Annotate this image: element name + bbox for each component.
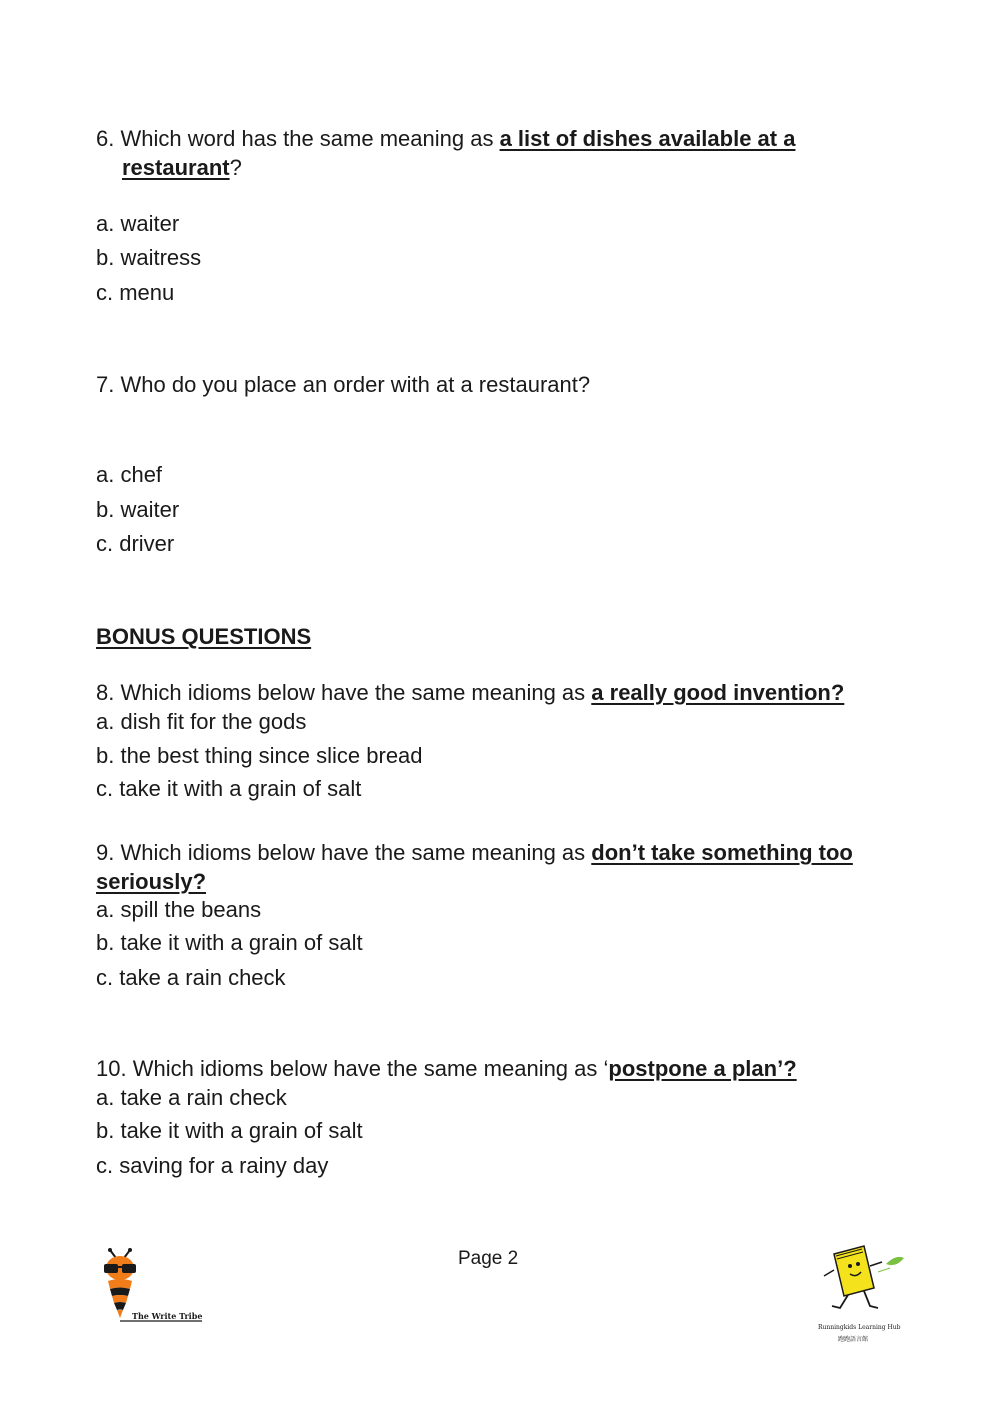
logo-left-caption: The Write Tribe xyxy=(132,1311,203,1321)
question-emphasis: seriously? xyxy=(96,869,207,894)
question-9-line-2 xyxy=(96,868,206,896)
option-8b: b. the best thing since slice bread xyxy=(96,743,423,768)
question-6-line-2 xyxy=(122,154,242,182)
option-6a: a. waiter xyxy=(96,211,180,236)
page-number: Page 2 xyxy=(458,1248,519,1269)
question-text: ? xyxy=(229,155,242,180)
question-emphasis: don’t take something too xyxy=(591,840,853,865)
option-10b: b. take it with a grain of salt xyxy=(96,1118,363,1143)
question-text: Who do you place an order with at a restaurant? xyxy=(120,372,591,397)
option-10c: c. saving for a rainy day xyxy=(96,1153,329,1178)
question-emphasis: postpone a plan’? xyxy=(608,1056,797,1081)
option-8c: c. take it with a grain of salt xyxy=(96,776,362,801)
logo-right-subcaption: 跑跑語言館 xyxy=(838,1336,869,1343)
question-text: Which word has the same meaning as xyxy=(120,126,500,151)
option-6b: b. waitress xyxy=(96,245,202,270)
question-number: 8. xyxy=(96,680,115,705)
question-text: Which idioms below have the same meaning as xyxy=(120,680,592,705)
runningkids-logo xyxy=(812,1242,908,1346)
question-emphasis: a really good invention? xyxy=(591,680,845,705)
section-heading: BONUS QUESTIONS xyxy=(96,624,312,649)
option-6c: c. menu xyxy=(96,280,175,305)
question-8 xyxy=(96,679,844,707)
question-7 xyxy=(96,371,590,399)
question-number: 6. xyxy=(96,126,115,151)
question-6-line-1 xyxy=(96,125,795,153)
option-7a: a. chef xyxy=(96,462,163,487)
option-9b: b. take it with a grain of salt xyxy=(96,930,363,955)
question-number: 10. xyxy=(96,1056,127,1081)
option-9a: a. spill the beans xyxy=(96,897,262,922)
question-text: Which idioms below have the same meaning as xyxy=(120,840,592,865)
option-7c: c. driver xyxy=(96,531,175,556)
write-tribe-logo xyxy=(96,1248,208,1328)
logo-right-caption: Runningkids Learning Hub xyxy=(818,1324,901,1331)
question-10 xyxy=(96,1055,797,1083)
question-number: 9. xyxy=(96,840,115,865)
question-9-line-1 xyxy=(96,839,853,867)
option-7b: b. waiter xyxy=(96,497,180,522)
option-9c: c. take a rain check xyxy=(96,965,286,990)
question-emphasis: restaurant xyxy=(122,155,230,180)
question-text: Which idioms below have the same meaning as ‘ xyxy=(132,1056,609,1081)
running-book-icon xyxy=(812,1242,908,1322)
question-number: 7. xyxy=(96,372,115,397)
option-8a: a. dish fit for the gods xyxy=(96,709,307,734)
option-10a: a. take a rain check xyxy=(96,1085,287,1110)
question-emphasis: a list of dishes available at a xyxy=(499,126,796,151)
